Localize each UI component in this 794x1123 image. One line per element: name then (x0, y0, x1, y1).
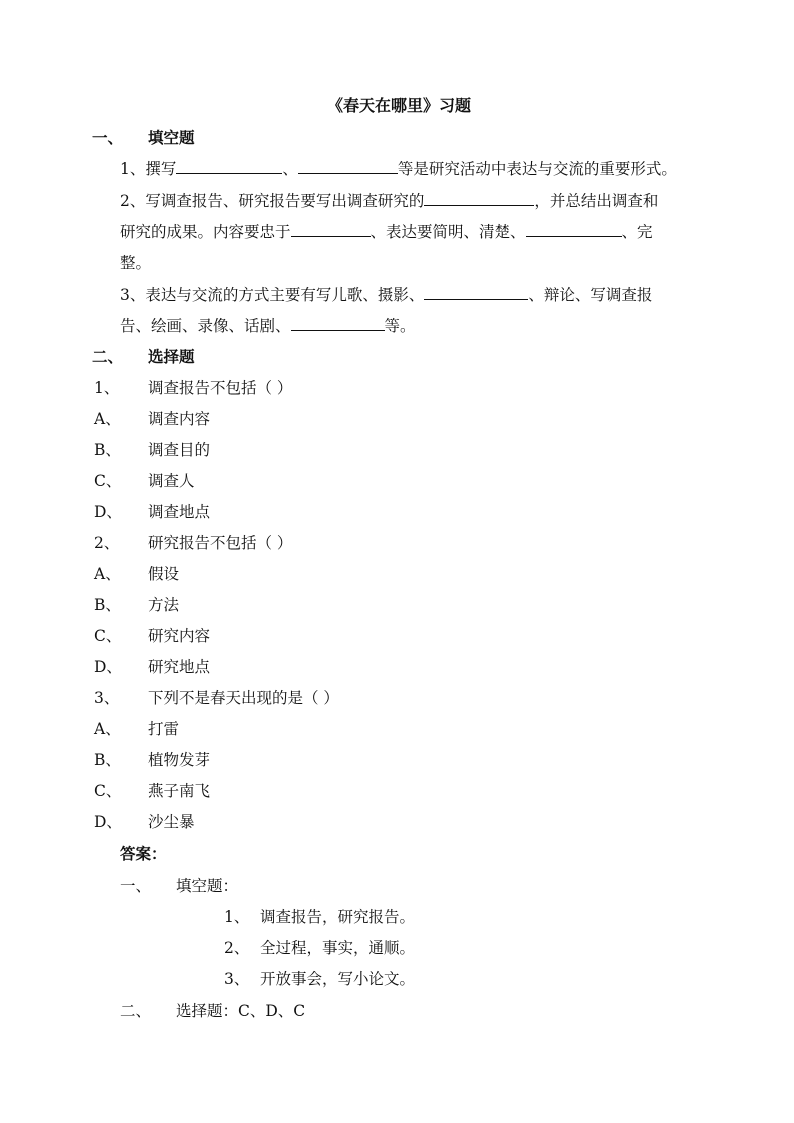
choice-q1-option-c[interactable] (94, 471, 195, 491)
q2-blank-3[interactable] (526, 222, 622, 237)
answer-text: 全过程，事实，通顺。 (260, 939, 416, 957)
q1-text-b: 、 (282, 160, 298, 178)
fill-question-3-line-1 (120, 285, 652, 305)
q2-blank-2[interactable] (291, 222, 371, 237)
q2-text-d: 、表达要简明、清楚、 (370, 223, 526, 241)
option-text: 燕子南飞 (148, 782, 211, 800)
option-letter: D、 (94, 503, 122, 521)
option-letter: B、 (94, 441, 121, 459)
option-letter: C、 (94, 627, 122, 645)
option-letter: A、 (94, 565, 121, 583)
q3-text-c: 告、绘画、录像、话剧、 (120, 317, 291, 335)
q3-text-b: 、辩论、写调查报 (528, 286, 653, 304)
option-letter: C、 (94, 472, 122, 490)
choice-q1-number: 1、 (94, 379, 120, 397)
option-letter: B、 (94, 596, 121, 614)
option-text: 植物发芽 (148, 751, 211, 769)
fill-question-2-line-2 (120, 222, 653, 242)
q3-text-a: 3、表达与交流的方式主要有写儿歌、摄影、 (120, 286, 425, 304)
choice-q1-option-b[interactable] (94, 440, 210, 460)
option-letter: C、 (94, 782, 122, 800)
q3-blank-1[interactable] (424, 285, 528, 300)
choice-question-3 (94, 688, 339, 708)
section-1-title: 填空题 (148, 128, 195, 147)
choice-q3-option-a[interactable] (94, 719, 179, 739)
answers-fill-text: 填空题： (176, 877, 239, 895)
option-text: 调查地点 (148, 503, 211, 521)
answers-choice-number: 二、 (120, 1002, 152, 1020)
q1-blank-2[interactable] (298, 159, 398, 174)
choice-q2-option-b[interactable] (94, 595, 179, 615)
q2-text-b: ，并总结出调查和 (534, 192, 659, 210)
choice-q3-option-c[interactable] (94, 781, 210, 801)
option-letter: B、 (94, 751, 121, 769)
option-text: 调查内容 (148, 410, 211, 428)
choice-q2-option-d[interactable] (94, 657, 210, 677)
fill-question-3-line-2 (120, 316, 416, 336)
answers-choice-text: 选择题：C、D、C (176, 1002, 306, 1020)
choice-q3-option-d[interactable] (94, 812, 195, 832)
choice-q1-option-d[interactable] (94, 502, 210, 522)
section-2-number: 二、 (92, 347, 124, 366)
option-text: 调查目的 (148, 441, 211, 459)
option-text: 假设 (148, 565, 180, 583)
q1-blank-1[interactable] (176, 159, 282, 174)
section-1-heading (92, 128, 195, 148)
q2-text-c: 研究的成果。内容要忠于 (120, 223, 291, 241)
choice-q1-option-a[interactable] (94, 409, 210, 429)
fill-question-1 (120, 159, 677, 179)
section-2-heading (92, 347, 195, 367)
answers-heading: 答案： (120, 844, 167, 863)
choice-q2-number: 2、 (94, 534, 120, 552)
q1-text-c: 等是研究活动中表达与交流的重要形式。 (397, 160, 677, 178)
choice-q3-option-b[interactable] (94, 750, 210, 770)
option-text: 调查人 (148, 472, 195, 490)
fill-question-2-line-1 (120, 191, 658, 211)
option-letter: D、 (94, 658, 122, 676)
answers-fill-label (120, 876, 238, 896)
q1-text-a: 1、撰写 (120, 160, 177, 178)
q2-text-e: 、完 (621, 223, 653, 241)
choice-q2-option-c[interactable] (94, 626, 210, 646)
section-2-title: 选择题 (148, 347, 195, 366)
option-text: 打雷 (148, 720, 180, 738)
answer-text: 开放事会，写小论文。 (260, 970, 416, 988)
choice-question-2 (94, 533, 292, 553)
fill-question-2-line-3 (120, 253, 151, 273)
answer-fill-2 (224, 938, 415, 958)
q2-text-a: 2、写调查报告、研究报告要写出调查研究的 (120, 192, 425, 210)
answer-text: 调查报告，研究报告。 (260, 908, 416, 926)
q3-text-d: 等。 (384, 317, 416, 335)
q2-blank-1[interactable] (424, 191, 534, 206)
option-text: 方法 (148, 596, 180, 614)
page-title: 《春天在哪里》习题 (327, 96, 472, 115)
answer-number: 3、 (224, 970, 250, 988)
option-text: 研究地点 (148, 658, 211, 676)
answer-number: 1、 (224, 908, 250, 926)
choice-q3-number: 3、 (94, 689, 120, 707)
option-letter: D、 (94, 813, 122, 831)
option-text: 研究内容 (148, 627, 211, 645)
answer-fill-3 (224, 969, 415, 989)
answer-fill-1 (224, 907, 415, 927)
q2-text-f: 整。 (120, 254, 152, 272)
answers-choice-line (120, 1001, 305, 1021)
option-text: 沙尘暴 (148, 813, 195, 831)
choice-question-1 (94, 378, 292, 398)
answers-fill-number: 一、 (120, 877, 152, 895)
choice-q1-text: 调查报告不包括（ ） (148, 379, 293, 397)
answer-number: 2、 (224, 939, 250, 957)
choice-q2-option-a[interactable] (94, 564, 179, 584)
section-1-number: 一、 (92, 128, 124, 147)
option-letter: A、 (94, 410, 121, 428)
choice-q3-text: 下列不是春天出现的是（ ） (148, 689, 339, 707)
q3-blank-2[interactable] (291, 316, 385, 331)
option-letter: A、 (94, 720, 121, 738)
choice-q2-text: 研究报告不包括（ ） (148, 534, 293, 552)
